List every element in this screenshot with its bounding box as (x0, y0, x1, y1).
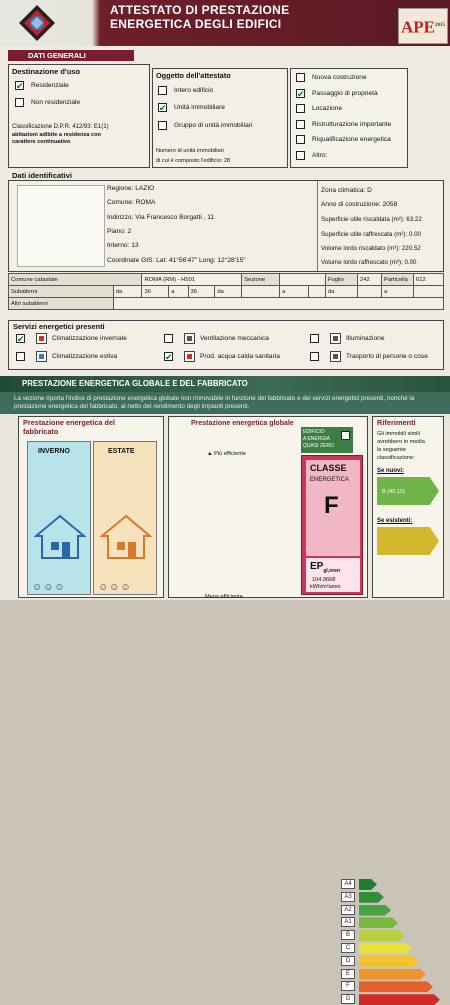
comune-text: Comune: ROMA (107, 199, 156, 206)
nzeb-line2: A ENERGIA (303, 436, 330, 442)
class-bar (359, 956, 419, 967)
servizio-checkbox[interactable] (310, 334, 319, 343)
particella-label: Particella (382, 274, 414, 286)
class-bar (359, 969, 426, 980)
nuovi-label: Se nuovi: (377, 468, 405, 474)
motivo-checkbox[interactable] (296, 73, 305, 82)
servizio-checkbox[interactable] (164, 334, 173, 343)
lighting-icon (330, 333, 341, 344)
title-line1: ATTESTATO DI PRESTAZIONE (110, 3, 290, 17)
servizio-label: Climatizzazione invernale (52, 335, 127, 342)
particella-value: 612 (414, 274, 444, 286)
numero-unita-text: di cui è composto l'edificio: (156, 158, 223, 164)
class-bar (359, 994, 440, 1005)
intero-edificio-label: Intero edificio (174, 87, 214, 94)
ep-unit: kWh/m²anno (310, 584, 341, 590)
class-label: A2 (341, 905, 355, 915)
altri-subalterni-label: Altri subalterni (9, 298, 114, 310)
class-bar (359, 905, 391, 916)
servizio-checkbox[interactable] (16, 334, 25, 343)
numero-unita-label2 (156, 157, 230, 165)
class-label: E (341, 969, 355, 979)
ep-text: EP (310, 561, 324, 572)
oggetto-title: Oggetto dell'attestato (156, 71, 231, 80)
subalterni-cell (308, 286, 325, 298)
subalterni-a: a (382, 286, 414, 298)
document-title (110, 3, 340, 31)
riferimenti-text4: classificazione: (377, 455, 415, 461)
comune-catastale-label: Comune catastale (9, 274, 142, 286)
ape-logo (398, 8, 448, 44)
prestazione-band: PRESTAZIONE ENERGETICA GLOBALE E DEL FABBRICATO (0, 376, 450, 392)
ep-value: 104.9668 (312, 577, 336, 583)
zona-climatica-text: Zona climatica: D (321, 187, 372, 194)
servizi-title: Servizi energetici presenti (13, 322, 105, 331)
motivo-label: Ristrutturazione importante (312, 120, 392, 128)
inverno-panel (27, 441, 91, 595)
subalterni-cell (414, 286, 444, 298)
esistenti-label: Se esistenti: (377, 518, 413, 524)
non-residenziale-checkbox[interactable] (15, 98, 24, 107)
gruppo-unita-label: Gruppo di unità immobiliari (174, 122, 253, 129)
classificazione-desc1: abitazioni adibite a residenza con (12, 132, 101, 138)
riferimenti-text1: Gli immobili simili (377, 431, 420, 437)
esistenti-arrow (377, 527, 439, 555)
table-row (9, 286, 444, 298)
fabbricato-box (18, 416, 164, 598)
unita-immobiliare-checkbox[interactable] (158, 103, 167, 112)
servizio-checkbox[interactable] (16, 352, 25, 361)
motivo-checkbox[interactable] (296, 104, 305, 113)
volume-raffrescato-text: Volume lordo raffrescato (m³): 0.00 (321, 259, 417, 266)
class-bar (359, 981, 433, 992)
motivo-checkbox[interactable] (296, 135, 305, 144)
ape-logo-year: 2015 (435, 23, 445, 28)
estate-panel (93, 441, 157, 595)
class-label: D (341, 956, 355, 966)
inverno-label: INVERNO (38, 448, 70, 455)
riferimenti-text3: la seguente (377, 447, 406, 453)
motivo-label: Nuova costruzione (312, 74, 367, 81)
riferimenti-title: Riferimenti (377, 418, 416, 427)
altri-subalterni-value (113, 298, 443, 310)
destinazione-title: Destinazione d'uso (12, 67, 81, 76)
intero-edificio-checkbox[interactable] (158, 86, 167, 95)
dati-generali-header: DATI GENERALI (8, 50, 134, 61)
ep-box (306, 558, 360, 592)
unita-immobiliare-label: Unità immobiliare (174, 104, 225, 111)
estate-label: ESTATE (108, 448, 135, 455)
classe-value: F (324, 492, 339, 519)
class-label: G (341, 994, 355, 1004)
comune-catastale-value: ROMA (RM) - H501 (142, 274, 242, 286)
riferimenti-text2: avrebbero in media (377, 439, 425, 445)
classificazione-label: Classificazione D.P.R. 412/93: E1(1) (12, 124, 109, 130)
ep-subscript: gl,nren (323, 568, 341, 574)
hot-water-icon (184, 351, 195, 362)
class-label: A4 (341, 879, 355, 889)
class-label: B (341, 930, 355, 940)
ep-label (310, 561, 340, 574)
motivo-checkbox[interactable] (296, 89, 305, 98)
coordinate-text: Coordinate GIS: Lat: 41°56'47" Long: 12°28'15" (107, 257, 246, 264)
estate-rating-icons: ☺☺☺ (98, 582, 132, 593)
fabbricato-title1: Prestazione energetica del (23, 418, 116, 427)
subalterni-from-value: 36 (142, 286, 169, 298)
piu-efficiente-text: Più efficiente (214, 451, 247, 457)
foglio-value: 242 (358, 274, 382, 286)
residenziale-label: Residenziale (31, 82, 69, 89)
class-label: A1 (341, 917, 355, 927)
residenziale-checkbox[interactable] (15, 81, 24, 90)
subalterni-cell (358, 286, 382, 298)
oggetto-box (152, 68, 288, 168)
class-bar (359, 879, 377, 890)
elevator-icon (330, 351, 341, 362)
title-line2: ENERGETICA DEGLI EDIFICI (110, 17, 282, 31)
non-residenziale-label: Non residenziale (31, 99, 81, 106)
cooling-icon (36, 351, 47, 362)
subalterni-a: a (280, 286, 308, 298)
superficie-riscaldata-text: Superficie utile riscaldata (m²): 63.22 (321, 216, 422, 223)
motivazione-box (290, 68, 408, 168)
subalterni-da: da (326, 286, 358, 298)
house-summer-icon (100, 512, 152, 560)
inverno-rating-icons: ☺☺☺ (32, 582, 66, 593)
classificazione-desc2: carattere continuativo (12, 139, 71, 145)
prestazione-intro: La sezione riporta l'indice di prestazione energetica globale non rinnovabile in funzione del fabbricato e dei servizi energetici presenti, nonché la prestazione energetica del fabbricato, al netto del rendimento degli impianti presenti. (0, 392, 450, 414)
classe-inner (306, 460, 360, 556)
destinazione-box (8, 64, 150, 168)
meno-efficiente-label: Meno efficiente (205, 594, 243, 600)
riferimenti-box (372, 416, 444, 598)
motivo-label: Locazione (312, 105, 343, 112)
servizio-label: Illuminazione (346, 335, 385, 342)
dati-identificativi-header: Dati identificativi (12, 171, 73, 180)
class-label: C (341, 943, 355, 953)
divider (317, 181, 318, 271)
servizio-label: Climatizzazione estiva (52, 353, 118, 360)
globale-box (168, 416, 368, 1003)
sezione-value (280, 274, 326, 286)
class-bar (359, 917, 398, 928)
servizio-checkbox[interactable] (164, 352, 173, 361)
anno-costruzione-text: Anno di costruzione: 2058 (321, 201, 398, 208)
globale-title: Prestazione energetica globale (191, 420, 294, 427)
class-bar (359, 930, 405, 941)
subalterni-cell (242, 286, 280, 298)
class-bar (359, 943, 412, 954)
servizio-label: Ventilazione meccanica (200, 335, 269, 342)
classe-energetica-card (301, 455, 363, 595)
fabbricato-title2: fabbricato (23, 427, 59, 436)
table-row (9, 274, 444, 286)
motivo-checkbox[interactable] (296, 151, 305, 160)
subalterni-to-value: 36 (188, 286, 215, 298)
table-row (9, 298, 444, 310)
servizio-label: Trasporto di persone o cose (346, 353, 428, 360)
superficie-raffrescata-text: Superficie utile raffrescata (m²): 0.00 (321, 231, 421, 238)
classe-label2: ENERGETICA (310, 477, 350, 483)
gruppo-unita-checkbox[interactable] (158, 121, 167, 130)
dati-identificativi-box (8, 180, 444, 272)
numero-unita-value: 28 (223, 158, 231, 164)
nzeb-line1: EDIFICIO (303, 429, 325, 435)
house-winter-icon (34, 512, 86, 560)
nuovi-value: B (40.15) (382, 489, 406, 495)
motivo-label: Passaggio di proprietà (312, 89, 378, 97)
emblem-icon (18, 4, 56, 42)
subalterni-da: da (113, 286, 142, 298)
sezione-label: Sezione (242, 274, 280, 286)
building-photo-placeholder (17, 185, 105, 267)
class-label: F (341, 981, 355, 991)
numero-unita-label1: Numero di unità immobiliari (156, 148, 224, 154)
ape-logo-text: APE (401, 17, 435, 37)
servizi-box (8, 320, 444, 370)
nzeb-checkbox[interactable] (341, 431, 350, 440)
motivo-label: Riqualificazione energetica (312, 136, 391, 143)
servizio-checkbox[interactable] (310, 352, 319, 361)
subalterni-da: da (215, 286, 242, 298)
catasto-table (8, 273, 444, 310)
subalterni-a: a (169, 286, 188, 298)
interno-text: Interno: 13 (107, 242, 139, 249)
motivo-label: Altro: (312, 151, 328, 159)
regione-text: Regione: LAZIO (107, 185, 155, 192)
class-label: A3 (341, 892, 355, 902)
class-bar (359, 892, 384, 903)
subalterni-label: Subalterni (9, 286, 114, 298)
servizio-label: Prod. acqua calda sanitaria (200, 353, 280, 360)
nzeb-line3: QUASI ZERO (303, 443, 334, 449)
classe-label1: CLASSE (310, 463, 347, 473)
ventilation-icon (184, 333, 195, 344)
volume-riscaldato-text: Volume lordo riscaldato (m³): 220.52 (321, 245, 421, 252)
piano-text: Piano: 2 (107, 228, 132, 235)
heating-icon (36, 333, 47, 344)
foglio-label: Foglio (326, 274, 358, 286)
indirizzo-text: Indirizzo: Via Francesco Borgatti , 11 (107, 214, 215, 221)
motivo-checkbox[interactable] (296, 120, 305, 129)
piu-efficiente-label: ▲ Più efficiente (207, 451, 247, 457)
